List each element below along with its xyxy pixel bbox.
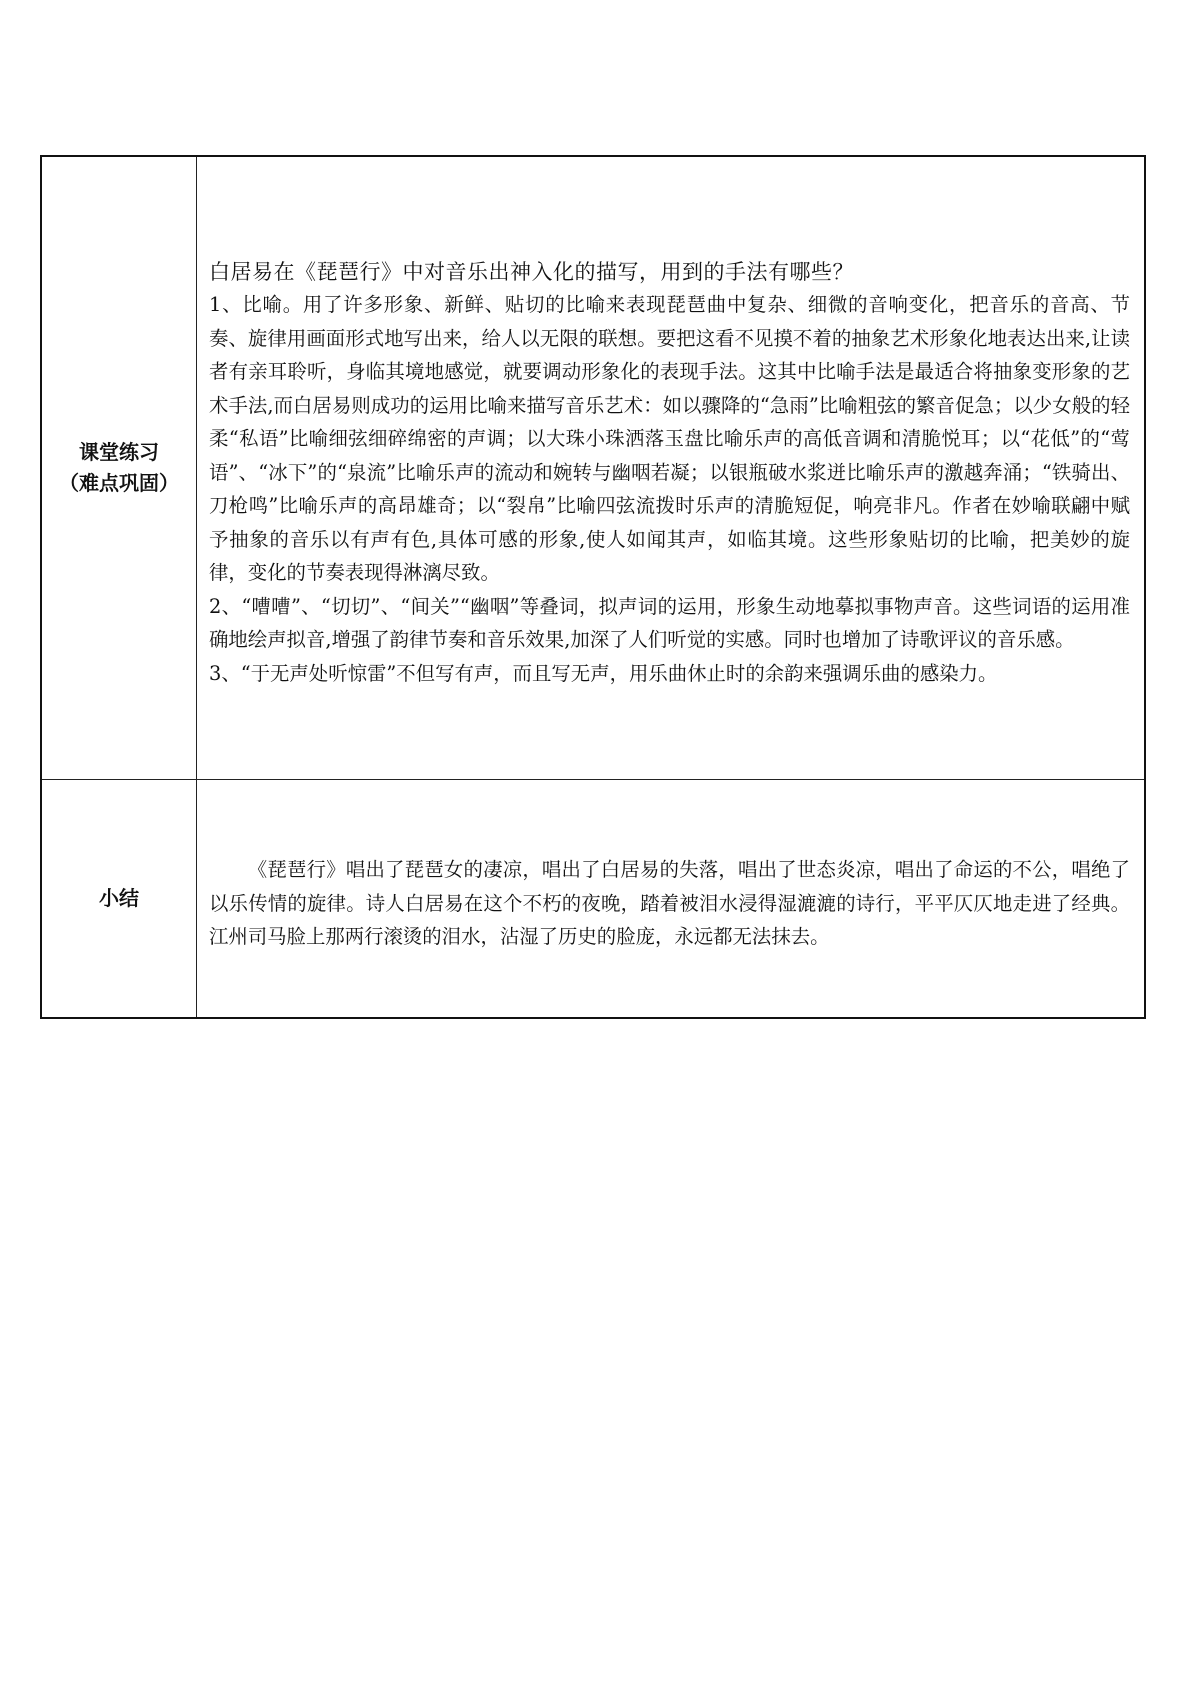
summary-content-cell bbox=[197, 780, 1146, 1019]
practice-label: 课堂练习 bbox=[79, 440, 159, 464]
practice-content-cell bbox=[197, 156, 1146, 780]
summary-row bbox=[41, 780, 1145, 1019]
answer-paragraph-2: 2、“嘈嘈”、“切切”、“间关”“幽咽”等叠词，拟声词的运用，形象生动地摹拟事物声音。这些词语的运用准确地绘声拟音,增强了韵律节奏和音乐效果,加深了人们听觉的实感。同时也增加了诗歌评议的音乐感。 bbox=[209, 594, 1130, 651]
summary-label-cell bbox=[41, 780, 197, 1019]
practice-question: 白居易在《琵琶行》中对音乐出神入化的描写，用到的手法有哪些？ bbox=[209, 260, 854, 284]
practice-content bbox=[197, 164, 1144, 772]
summary-paragraph: 《琵琶行》唱出了琵琶女的凄凉，唱出了白居易的失落，唱出了世态炎凉，唱出了命运的不公，唱绝了以乐传情的旋律。诗人白居易在这个不朽的夜晚，踏着被泪水浸得湿漉漉的诗行，平平仄仄地走进了经典。江州司马脸上那两行滚烫的泪水，沾湿了历史的脸庞，永远都无法抹去。 bbox=[209, 858, 1130, 949]
answer-paragraph-1: 1、比喻。用了许多形象、新鲜、贴切的比喻来表现琵琶曲中复杂、细微的音响变化，把音乐的音高、节奏、旋律用画面形式地写出来，给人以无限的联想。要把这看不见摸不着的抽象艺术形象化地表达出来,让读者有亲耳聆听，身临其境地感觉，就要调动形象化的表现手法。这其中比喻手法是最适合将抽象变形象的艺术手法,而白居易则成功的运用比喻来描写音乐艺术：如以骤降的“急雨”比喻粗弦的繁音促急；以少女般的轻柔“私语”比喻细弦细碎绵密的声调；以大珠小珠洒落玉盘比喻乐声的高低音调和清脆悦耳；以“花低”的“莺语”、“冰下”的“泉流”比喻乐声的流动和婉转与幽咽若凝；以银瓶破水浆迸比喻乐声的激越奔涌；“铁骑出、刀枪鸣”比喻乐声的高昂雄奇；以“裂帛”比喻四弦流拨时乐声的清脆短促，响亮非凡。作者在妙喻联翩中赋予抽象的音乐以有声有色,具体可感的形象,使人如闻其声，如临其境。这些形象贴切的比喻，把美妙的旋律，变化的节奏表现得淋漓尽致。 bbox=[209, 293, 1130, 584]
practice-label-cell bbox=[41, 156, 197, 780]
summary-content bbox=[197, 843, 1144, 954]
practice-sublabel: （难点巩固） bbox=[59, 471, 179, 495]
summary-label: 小结 bbox=[99, 886, 139, 910]
lesson-table bbox=[40, 155, 1146, 1019]
practice-row bbox=[41, 156, 1145, 780]
answer-paragraph-3: 3、“于无声处听惊雷”不但写有声，而且写无声，用乐曲休止时的余韵来强调乐曲的感染力。 bbox=[209, 661, 998, 685]
